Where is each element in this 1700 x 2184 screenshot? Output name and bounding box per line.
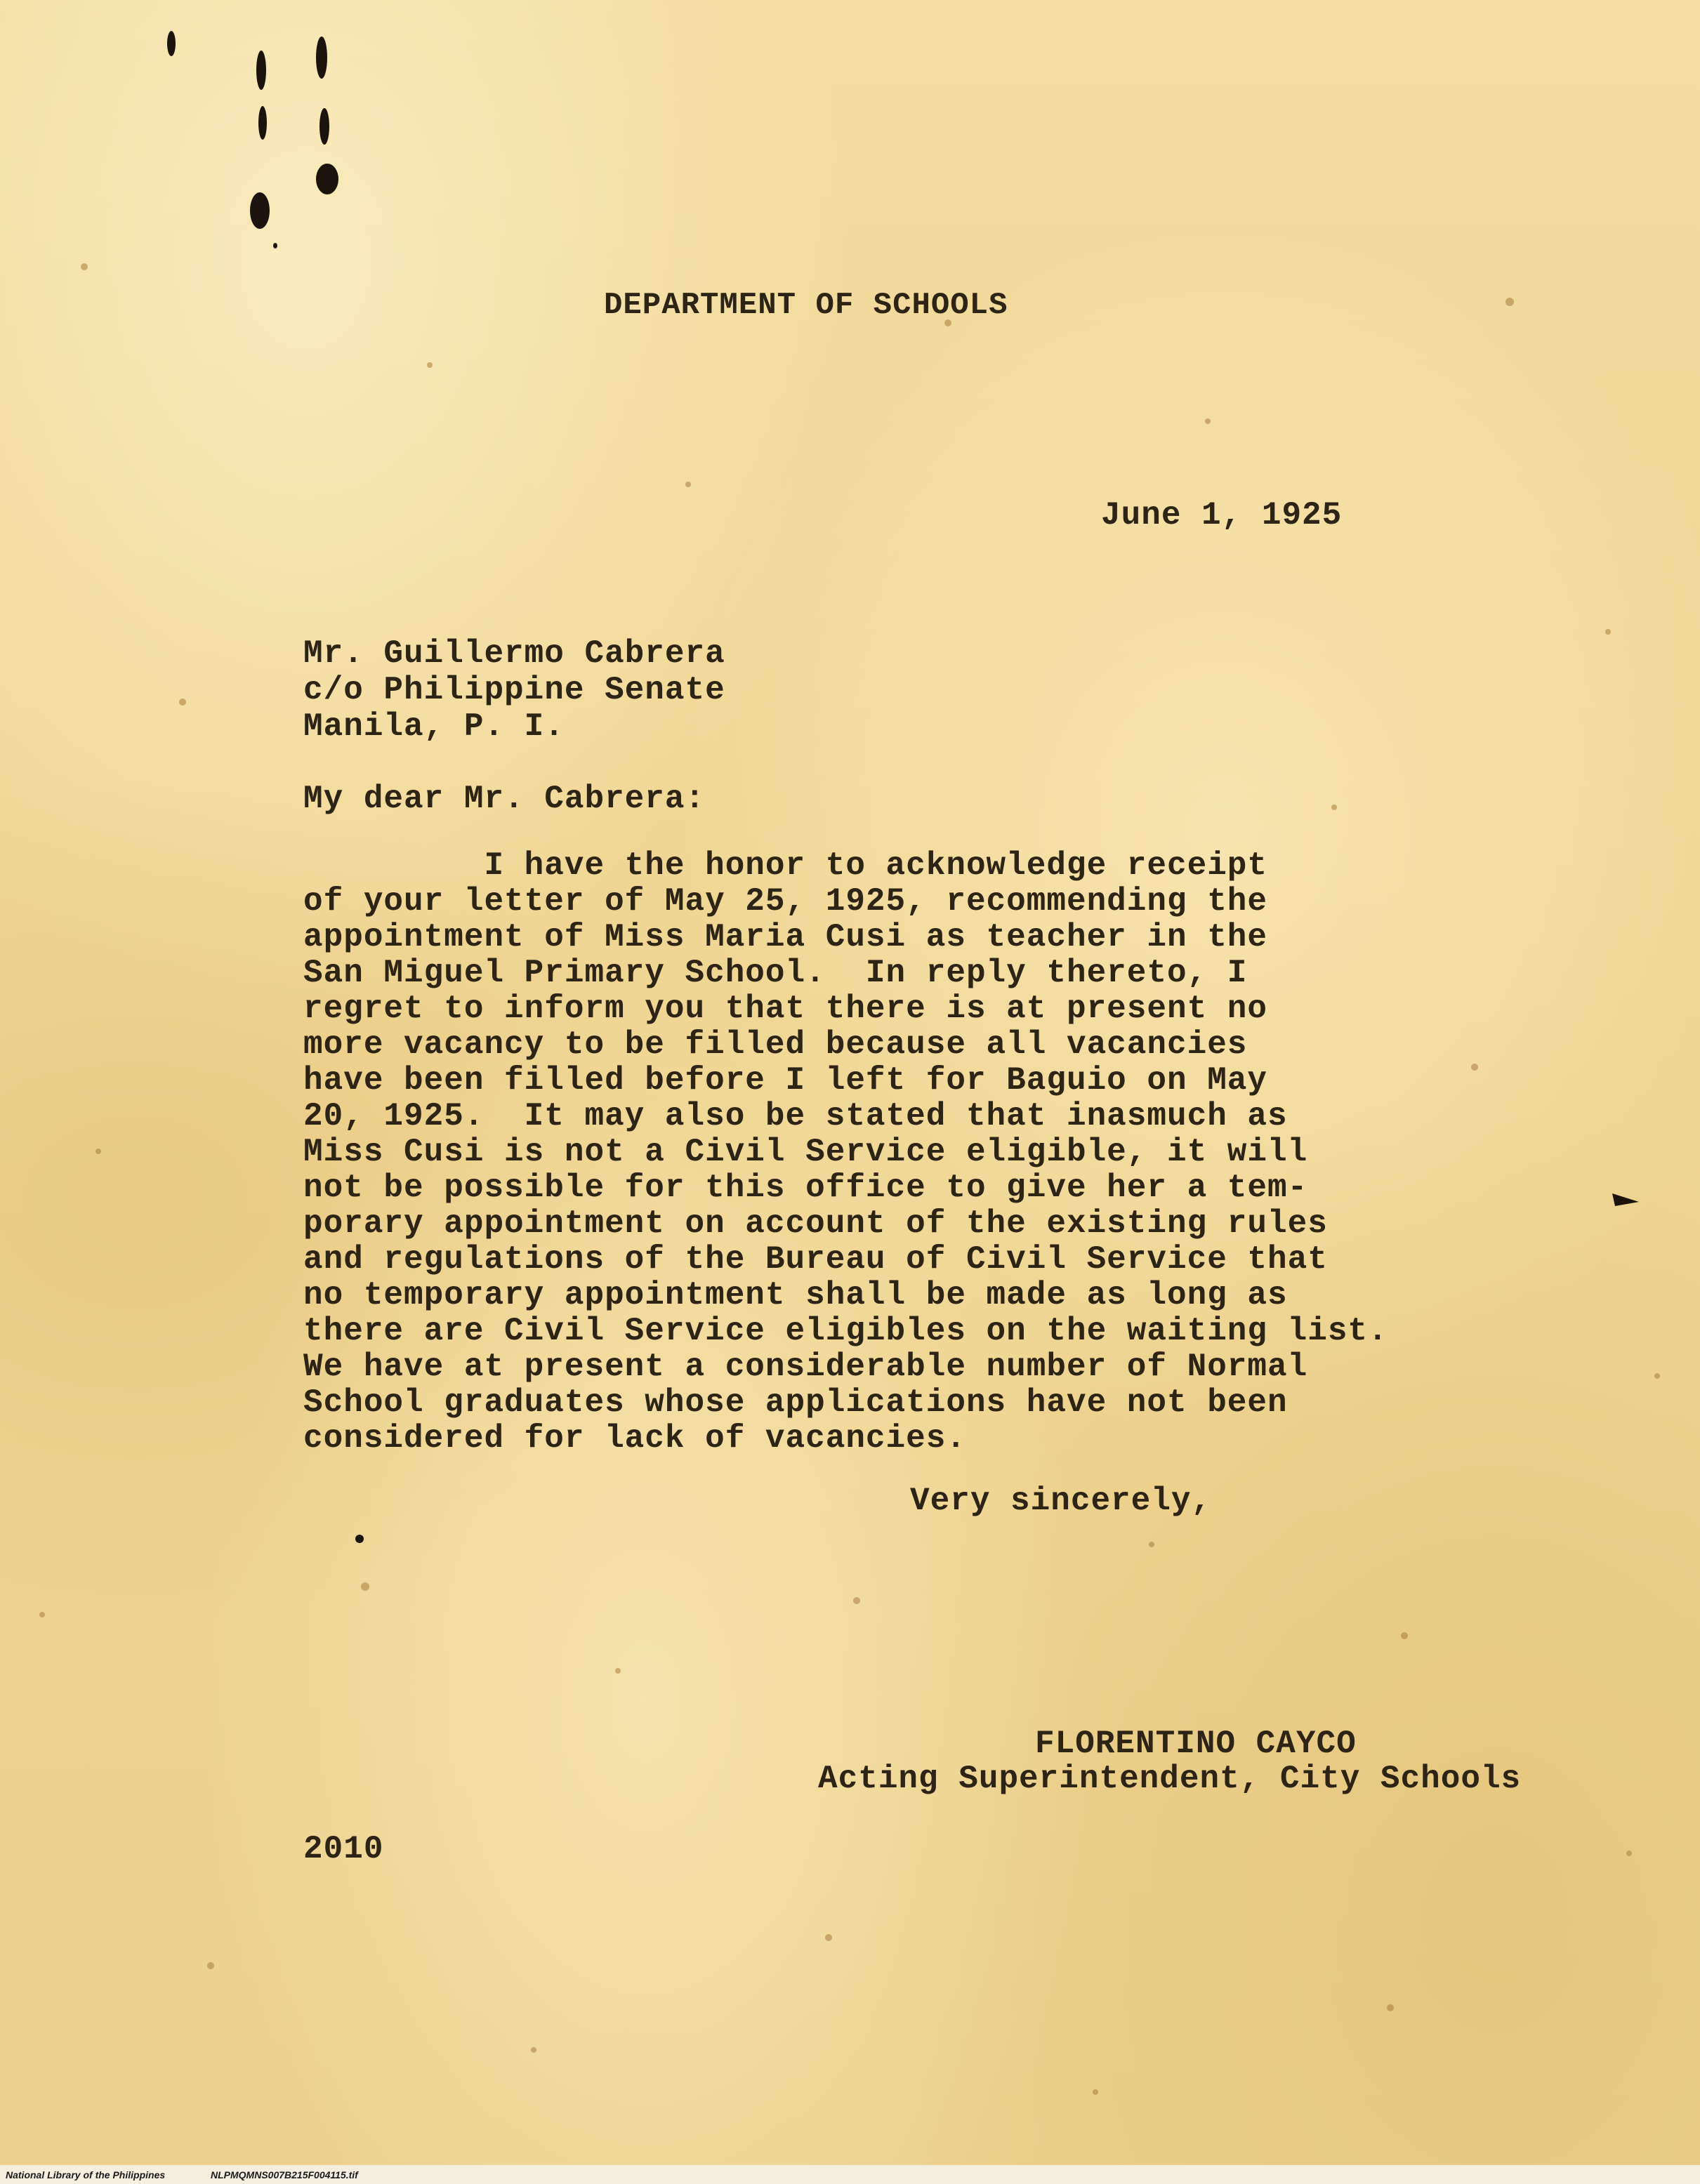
- body-line: not be possible for this office to give her a tem-: [303, 1170, 1308, 1206]
- recipient-name: Mr. Guillermo Cabrera: [303, 635, 725, 672]
- body-line: no temporary appointment shall be made as long as: [303, 1277, 1288, 1313]
- letter-date: June 1, 1925: [1101, 497, 1343, 534]
- body-line: Miss Cusi is not a Civil Service eligible, it will: [303, 1134, 1308, 1170]
- body-line: regret to inform you that there is at present no: [303, 991, 1268, 1027]
- body-line: more vacancy to be filled because all vacancies: [303, 1026, 1248, 1063]
- recipient-organization: c/o Philippine Senate: [303, 672, 725, 708]
- signer-title: Acting Superintendent, City Schools: [818, 1761, 1522, 1797]
- body-line: San Miguel Primary School. In reply thereto, I: [303, 955, 1248, 991]
- body-line: 20, 1925. It may also be stated that inasmuch as: [303, 1098, 1288, 1134]
- body-line: We have at present a considerable number of Normal: [303, 1349, 1308, 1385]
- letter-body: [303, 848, 1388, 1457]
- salutation: My dear Mr. Cabrera:: [303, 781, 706, 817]
- footer-file-name: NLPMQMNS007B215F004115.tif: [211, 2169, 358, 2180]
- reference-number: 2010: [303, 1831, 384, 1867]
- body-line: of your letter of May 25, 1925, recommending the: [303, 883, 1268, 920]
- body-line: and regulations of the Bureau of Civil Service that: [303, 1241, 1328, 1278]
- closing: Very sincerely,: [910, 1483, 1212, 1519]
- body-line: there are Civil Service eligibles on the waiting list.: [303, 1313, 1388, 1349]
- staple-holes: [167, 31, 338, 249]
- body-line: porary appointment on account of the existing rules: [303, 1205, 1328, 1242]
- body-line: School graduates whose applications have not been: [303, 1384, 1288, 1421]
- body-line: I have the honor to acknowledge receipt: [303, 847, 1268, 884]
- department-heading: DEPARTMENT OF SCHOOLS: [604, 288, 1008, 323]
- recipient-address: [303, 635, 725, 745]
- body-line: appointment of Miss Maria Cusi as teacher in the: [303, 919, 1268, 955]
- body-line: considered for lack of vacancies.: [303, 1420, 966, 1457]
- footer-institution: National Library of the Philippines: [6, 2169, 166, 2180]
- signer-name: FLORENTINO CAYCO: [1035, 1726, 1357, 1762]
- recipient-city: Manila, P. I.: [303, 708, 565, 745]
- body-line: have been filled before I left for Baguio on May: [303, 1062, 1268, 1099]
